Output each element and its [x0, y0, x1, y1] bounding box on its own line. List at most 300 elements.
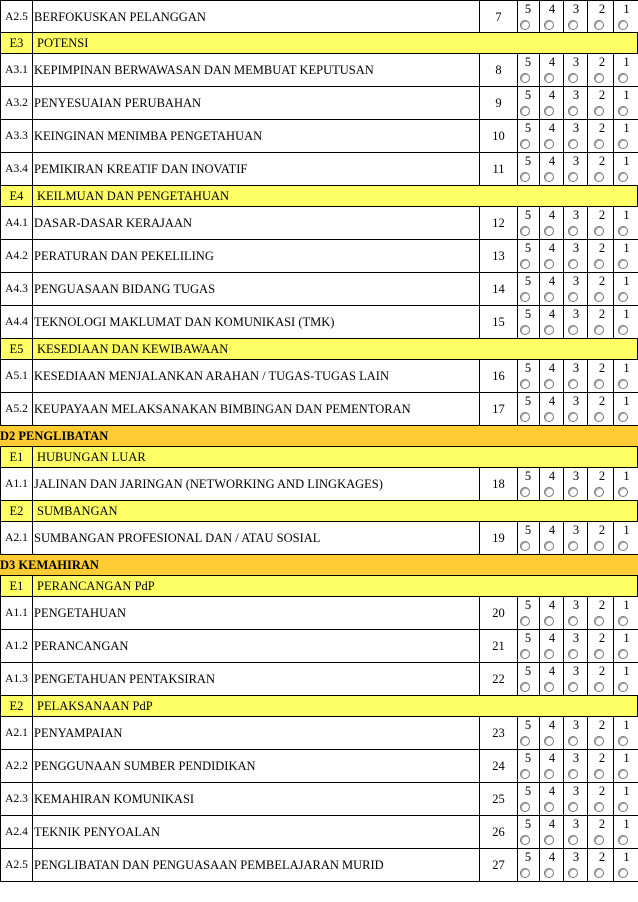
subsection-code: E2 — [1, 501, 33, 521]
score-label: 2 — [598, 208, 606, 222]
criteria-row — [0, 393, 638, 426]
score-radio-2[interactable] — [594, 868, 604, 878]
score-label: 1 — [623, 361, 630, 375]
score-label: 4 — [548, 817, 556, 831]
criteria-row — [0, 87, 638, 120]
score-label: 1 — [623, 121, 630, 135]
score-label: 5 — [524, 361, 532, 375]
score-radio-1[interactable] — [618, 682, 628, 692]
score-cell-5 — [517, 522, 540, 554]
score-label: 2 — [598, 784, 606, 798]
score-cell-1 — [615, 87, 638, 119]
score-label: 2 — [598, 307, 606, 321]
criteria-row — [0, 306, 638, 339]
score-label: 3 — [572, 121, 580, 135]
score-label: 4 — [548, 784, 556, 798]
score-radio-3[interactable] — [568, 736, 578, 746]
score-cell-3 — [565, 153, 588, 185]
criteria-row — [0, 783, 638, 816]
criteria-title: PENGETAHUAN PENTAKSIRAN — [34, 672, 215, 686]
score-cell-1 — [615, 849, 638, 881]
domain-header — [0, 426, 638, 447]
score-radio-5[interactable] — [520, 649, 530, 659]
score-radio-2[interactable] — [594, 292, 604, 302]
score-cell-2 — [591, 1, 614, 32]
score-radio-3[interactable] — [568, 769, 578, 779]
score-label: 3 — [572, 55, 580, 69]
criteria-number: 15 — [479, 306, 518, 338]
score-radio-2[interactable] — [594, 20, 604, 30]
score-cell-1 — [615, 1, 638, 32]
score-radio-4[interactable] — [544, 682, 554, 692]
score-cell-2 — [591, 54, 614, 86]
score-cell-3 — [565, 273, 588, 305]
criteria-number: 27 — [479, 849, 518, 881]
score-radio-5[interactable] — [520, 487, 530, 497]
score-radio-3[interactable] — [568, 802, 578, 812]
score-label: 4 — [548, 523, 556, 537]
subsection-code: E4 — [1, 186, 33, 206]
score-radio-5[interactable] — [520, 541, 530, 551]
score-label: 5 — [524, 241, 532, 255]
score-radio-2[interactable] — [594, 541, 604, 551]
score-cell-1 — [615, 630, 638, 662]
score-radio-4[interactable] — [544, 259, 554, 269]
score-cell-4 — [541, 717, 564, 749]
score-cell-1 — [615, 663, 638, 695]
score-radio-3[interactable] — [568, 139, 578, 149]
criteria-row — [0, 207, 638, 240]
score-cell-1 — [615, 54, 638, 86]
score-radio-1[interactable] — [618, 259, 628, 269]
score-label: 3 — [572, 154, 580, 168]
criteria-row — [0, 816, 638, 849]
score-radio-4[interactable] — [544, 541, 554, 551]
score-cell-5 — [517, 207, 540, 239]
score-radio-2[interactable] — [594, 769, 604, 779]
score-cell-2 — [591, 468, 614, 500]
score-cell-5 — [517, 87, 540, 119]
score-radio-5[interactable] — [520, 868, 530, 878]
score-radio-4[interactable] — [544, 106, 554, 116]
score-radio-4[interactable] — [544, 487, 554, 497]
score-label: 5 — [524, 55, 532, 69]
criteria-row — [0, 597, 638, 630]
score-label: 2 — [598, 2, 606, 16]
criteria-number: 16 — [479, 360, 518, 392]
score-radio-2[interactable] — [594, 835, 604, 845]
score-radio-1[interactable] — [618, 616, 628, 626]
score-label: 2 — [598, 631, 606, 645]
score-radio-2[interactable] — [594, 226, 604, 236]
score-radio-3[interactable] — [568, 868, 578, 878]
score-radio-4[interactable] — [544, 172, 554, 182]
criteria-number: 8 — [479, 54, 518, 86]
score-radio-4[interactable] — [544, 769, 554, 779]
criteria-number: 7 — [479, 1, 518, 32]
score-radio-4[interactable] — [544, 412, 554, 422]
score-cell-4 — [541, 207, 564, 239]
score-label: 3 — [572, 394, 580, 408]
score-label: 2 — [598, 154, 606, 168]
score-label: 5 — [524, 274, 532, 288]
score-radio-1[interactable] — [618, 412, 628, 422]
score-radio-2[interactable] — [594, 139, 604, 149]
score-label: 4 — [548, 241, 556, 255]
score-radio-3[interactable] — [568, 682, 578, 692]
score-label: 1 — [623, 88, 630, 102]
score-radio-5[interactable] — [520, 835, 530, 845]
subsection-code: E1 — [1, 576, 33, 596]
subsection-header — [0, 339, 638, 360]
score-cell-5 — [517, 597, 540, 629]
score-radio-5[interactable] — [520, 412, 530, 422]
score-label: 3 — [572, 307, 580, 321]
score-cell-3 — [565, 597, 588, 629]
score-cell-5 — [517, 306, 540, 338]
score-label: 1 — [623, 598, 630, 612]
score-radio-3[interactable] — [568, 292, 578, 302]
score-label: 4 — [548, 751, 556, 765]
criteria-row — [0, 120, 638, 153]
score-radio-3[interactable] — [568, 412, 578, 422]
score-radio-4[interactable] — [544, 616, 554, 626]
score-radio-4[interactable] — [544, 226, 554, 236]
score-radio-5[interactable] — [520, 73, 530, 83]
score-radio-1[interactable] — [618, 20, 628, 30]
score-label: 2 — [598, 394, 606, 408]
score-radio-2[interactable] — [594, 649, 604, 659]
score-radio-1[interactable] — [618, 325, 628, 335]
score-cell-4 — [541, 1, 564, 32]
score-label: 5 — [524, 718, 532, 732]
score-radio-4[interactable] — [544, 736, 554, 746]
subsection-header — [0, 696, 638, 717]
score-cell-4 — [541, 153, 564, 185]
subsection-title: HUBUNGAN LUAR — [37, 450, 146, 464]
criteria-code: A4.3 — [1, 273, 33, 305]
criteria-title: PENGETAHUAN — [34, 606, 127, 620]
score-radio-3[interactable] — [568, 379, 578, 389]
score-label: 4 — [548, 208, 556, 222]
criteria-number: 20 — [479, 597, 518, 629]
subsection-code: E1 — [1, 447, 33, 467]
score-radio-3[interactable] — [568, 226, 578, 236]
score-radio-5[interactable] — [520, 616, 530, 626]
score-cell-1 — [615, 522, 638, 554]
criteria-number: 11 — [479, 153, 518, 185]
score-label: 1 — [623, 784, 630, 798]
score-label: 4 — [548, 121, 556, 135]
criteria-title: PENGGUNAAN SUMBER PENDIDIKAN — [34, 759, 256, 773]
score-radio-5[interactable] — [520, 226, 530, 236]
score-cell-2 — [591, 87, 614, 119]
score-radio-3[interactable] — [568, 172, 578, 182]
score-cell-2 — [591, 240, 614, 272]
score-radio-4[interactable] — [544, 73, 554, 83]
score-radio-4[interactable] — [544, 802, 554, 812]
score-cell-5 — [517, 240, 540, 272]
score-radio-4[interactable] — [544, 325, 554, 335]
score-cell-3 — [565, 240, 588, 272]
score-radio-2[interactable] — [594, 802, 604, 812]
score-radio-3[interactable] — [568, 616, 578, 626]
score-radio-1[interactable] — [618, 835, 628, 845]
score-label: 4 — [548, 598, 556, 612]
domain-header — [0, 555, 638, 576]
score-label: 3 — [572, 361, 580, 375]
score-label: 1 — [623, 523, 630, 537]
score-label: 5 — [524, 208, 532, 222]
score-radio-2[interactable] — [594, 487, 604, 497]
score-cell-1 — [615, 750, 638, 782]
score-radio-1[interactable] — [618, 736, 628, 746]
score-label: 1 — [623, 751, 630, 765]
score-label: 2 — [598, 469, 606, 483]
domain-title: D2 PENGLIBATAN — [0, 429, 109, 443]
score-label: 2 — [598, 55, 606, 69]
criteria-title: PEMIKIRAN KREATIF DAN INOVATIF — [34, 162, 248, 176]
score-label: 2 — [598, 88, 606, 102]
criteria-code: A2.3 — [1, 783, 33, 815]
subsection-header — [0, 186, 638, 207]
score-cell-3 — [565, 120, 588, 152]
score-radio-1[interactable] — [618, 106, 628, 116]
subsection-code: E3 — [1, 33, 33, 53]
score-radio-3[interactable] — [568, 541, 578, 551]
score-label: 3 — [572, 88, 580, 102]
score-label: 4 — [548, 274, 556, 288]
score-label: 5 — [524, 154, 532, 168]
score-cell-5 — [517, 750, 540, 782]
subsection-header — [0, 576, 638, 597]
score-radio-1[interactable] — [618, 379, 628, 389]
score-cell-5 — [517, 468, 540, 500]
score-label: 3 — [572, 817, 580, 831]
score-cell-5 — [517, 630, 540, 662]
criteria-code: A2.1 — [1, 717, 33, 749]
score-radio-3[interactable] — [568, 259, 578, 269]
score-radio-1[interactable] — [618, 292, 628, 302]
score-cell-4 — [541, 522, 564, 554]
score-cell-1 — [615, 717, 638, 749]
criteria-row — [0, 663, 638, 696]
score-radio-2[interactable] — [594, 259, 604, 269]
score-cell-2 — [591, 597, 614, 629]
score-cell-4 — [541, 273, 564, 305]
score-label: 1 — [623, 850, 630, 864]
score-label: 1 — [623, 394, 630, 408]
score-radio-5[interactable] — [520, 259, 530, 269]
score-radio-2[interactable] — [594, 616, 604, 626]
criteria-row — [0, 849, 638, 882]
score-cell-2 — [591, 630, 614, 662]
score-label: 5 — [524, 469, 532, 483]
score-radio-4[interactable] — [544, 649, 554, 659]
score-label: 4 — [548, 850, 556, 864]
subsection-header — [0, 33, 638, 54]
score-radio-1[interactable] — [618, 226, 628, 236]
score-radio-2[interactable] — [594, 106, 604, 116]
criteria-row — [0, 273, 638, 306]
score-cell-2 — [591, 750, 614, 782]
score-radio-4[interactable] — [544, 139, 554, 149]
criteria-number: 18 — [479, 468, 518, 500]
criteria-title: KEPIMPINAN BERWAWASAN DAN MEMBUAT KEPUTUSAN — [34, 63, 374, 77]
score-label: 2 — [598, 664, 606, 678]
score-cell-3 — [565, 207, 588, 239]
score-radio-1[interactable] — [618, 868, 628, 878]
score-label: 1 — [623, 208, 630, 222]
score-radio-1[interactable] — [618, 73, 628, 83]
score-cell-4 — [541, 750, 564, 782]
criteria-number: 22 — [479, 663, 518, 695]
score-radio-5[interactable] — [520, 682, 530, 692]
score-cell-2 — [591, 393, 614, 425]
score-radio-2[interactable] — [594, 682, 604, 692]
criteria-code: A1.1 — [1, 468, 33, 500]
score-label: 1 — [623, 2, 630, 16]
criteria-title: PENYESUAIAN PERUBAHAN — [34, 96, 202, 110]
score-cell-1 — [615, 120, 638, 152]
score-label: 1 — [623, 274, 630, 288]
score-radio-2[interactable] — [594, 412, 604, 422]
score-radio-3[interactable] — [568, 487, 578, 497]
subsection-code: E5 — [1, 339, 33, 359]
criteria-code: A3.1 — [1, 54, 33, 86]
score-label: 5 — [524, 817, 532, 831]
score-label: 3 — [572, 784, 580, 798]
score-radio-1[interactable] — [618, 139, 628, 149]
score-label: 3 — [572, 2, 580, 16]
score-cell-1 — [615, 207, 638, 239]
score-label: 3 — [572, 631, 580, 645]
score-cell-4 — [541, 849, 564, 881]
score-radio-2[interactable] — [594, 379, 604, 389]
score-label: 2 — [598, 523, 606, 537]
score-radio-3[interactable] — [568, 106, 578, 116]
score-label: 4 — [548, 469, 556, 483]
subsection-code: E2 — [1, 696, 33, 716]
score-cell-4 — [541, 120, 564, 152]
score-label: 5 — [524, 394, 532, 408]
score-label: 4 — [548, 55, 556, 69]
score-label: 3 — [572, 598, 580, 612]
score-cell-4 — [541, 54, 564, 86]
score-radio-1[interactable] — [618, 172, 628, 182]
subsection-title: KEILMUAN DAN PENGETAHUAN — [37, 189, 230, 203]
score-radio-2[interactable] — [594, 325, 604, 335]
score-cell-4 — [541, 468, 564, 500]
score-radio-3[interactable] — [568, 835, 578, 845]
score-radio-5[interactable] — [520, 802, 530, 812]
criteria-code: A4.2 — [1, 240, 33, 272]
score-cell-2 — [591, 717, 614, 749]
score-radio-1[interactable] — [618, 802, 628, 812]
score-radio-4[interactable] — [544, 868, 554, 878]
criteria-code: A4.1 — [1, 207, 33, 239]
score-radio-5[interactable] — [520, 139, 530, 149]
score-radio-1[interactable] — [618, 541, 628, 551]
score-cell-5 — [517, 393, 540, 425]
score-cell-1 — [615, 273, 638, 305]
score-radio-3[interactable] — [568, 73, 578, 83]
score-label: 4 — [548, 307, 556, 321]
criteria-title: PENGUASAAN BIDANG TUGAS — [34, 282, 216, 296]
score-cell-1 — [615, 240, 638, 272]
score-cell-3 — [565, 87, 588, 119]
criteria-number: 10 — [479, 120, 518, 152]
score-cell-2 — [591, 120, 614, 152]
score-label: 2 — [598, 850, 606, 864]
score-radio-5[interactable] — [520, 325, 530, 335]
score-radio-4[interactable] — [544, 379, 554, 389]
score-label: 3 — [572, 751, 580, 765]
score-cell-3 — [565, 783, 588, 815]
score-cell-2 — [591, 849, 614, 881]
score-label: 5 — [524, 88, 532, 102]
criteria-title: KESEDIAAN MENJALANKAN ARAHAN / TUGAS-TUGAS LAIN — [34, 369, 389, 383]
criteria-code: A1.1 — [1, 597, 33, 629]
score-radio-1[interactable] — [618, 769, 628, 779]
score-cell-2 — [591, 522, 614, 554]
criteria-number: 19 — [479, 522, 518, 554]
score-radio-3[interactable] — [568, 20, 578, 30]
score-label: 1 — [623, 55, 630, 69]
score-label: 3 — [572, 850, 580, 864]
score-radio-5[interactable] — [520, 172, 530, 182]
criteria-title: TEKNOLOGI MAKLUMAT DAN KOMUNIKASI (TMK) — [34, 315, 335, 329]
score-cell-4 — [541, 663, 564, 695]
score-label: 1 — [623, 718, 630, 732]
score-radio-4[interactable] — [544, 292, 554, 302]
score-radio-5[interactable] — [520, 106, 530, 116]
score-radio-1[interactable] — [618, 649, 628, 659]
score-radio-3[interactable] — [568, 649, 578, 659]
score-label: 2 — [598, 361, 606, 375]
criteria-title: KEINGINAN MENIMBA PENGETAHUAN — [34, 129, 263, 143]
score-radio-5[interactable] — [520, 769, 530, 779]
score-radio-5[interactable] — [520, 20, 530, 30]
criteria-row — [0, 360, 638, 393]
score-radio-2[interactable] — [594, 73, 604, 83]
criteria-row — [0, 717, 638, 750]
score-radio-1[interactable] — [618, 487, 628, 497]
score-radio-5[interactable] — [520, 292, 530, 302]
score-radio-3[interactable] — [568, 325, 578, 335]
criteria-number: 12 — [479, 207, 518, 239]
score-radio-5[interactable] — [520, 736, 530, 746]
score-label: 2 — [598, 274, 606, 288]
criteria-number: 13 — [479, 240, 518, 272]
criteria-code: A2.5 — [1, 849, 33, 881]
score-radio-2[interactable] — [594, 736, 604, 746]
score-cell-1 — [615, 468, 638, 500]
criteria-title: KEMAHIRAN KOMUNIKASI — [34, 792, 195, 806]
score-label: 4 — [548, 2, 556, 16]
score-cell-4 — [541, 240, 564, 272]
criteria-number: 17 — [479, 393, 518, 425]
score-cell-3 — [565, 663, 588, 695]
score-radio-2[interactable] — [594, 172, 604, 182]
criteria-number: 25 — [479, 783, 518, 815]
criteria-row — [0, 240, 638, 273]
score-radio-4[interactable] — [544, 835, 554, 845]
score-radio-4[interactable] — [544, 20, 554, 30]
score-radio-5[interactable] — [520, 379, 530, 389]
criteria-title: PENYAMPAIAN — [34, 726, 123, 740]
criteria-row — [0, 153, 638, 186]
